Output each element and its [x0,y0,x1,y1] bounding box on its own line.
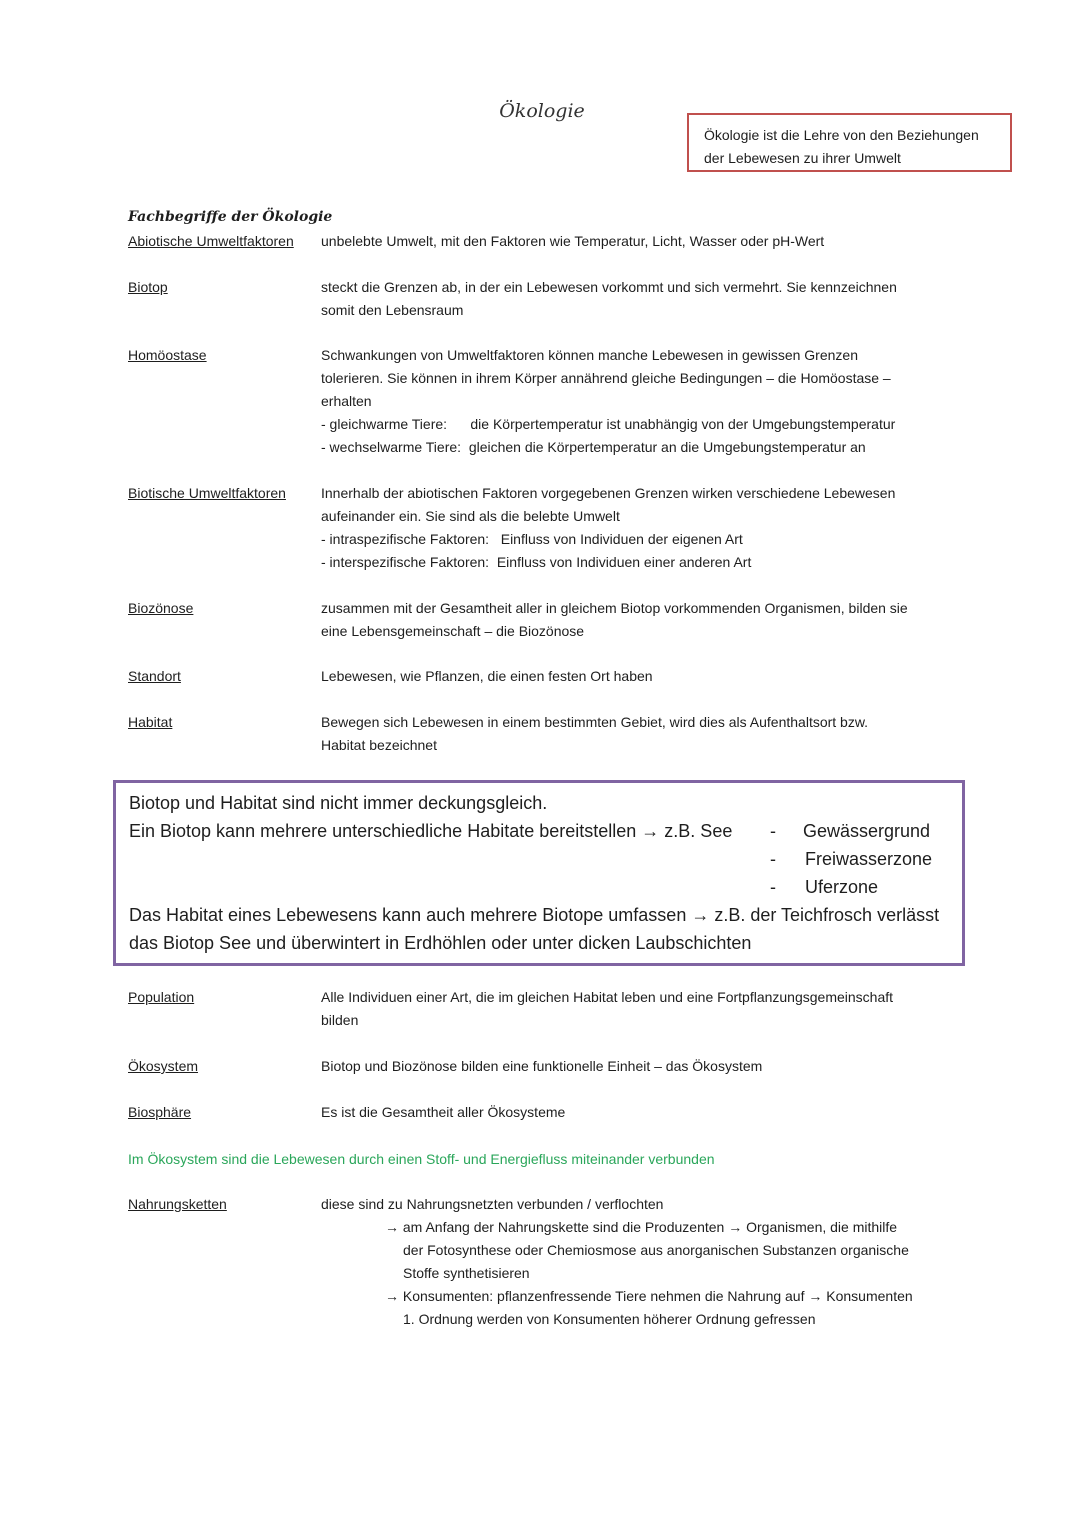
term-description [321,1101,961,1124]
description-line: - wechselwarme Tiere: gleichen die Körpertemperatur an die Umgebungstemperatur an [321,439,866,455]
term-label: Abiotische Umweltfaktoren [128,233,294,249]
term-description [321,1193,961,1216]
description-line: Habitat bezeichnet [321,737,437,753]
term-description [321,665,961,688]
definition-line: der Lebewesen zu ihrer Umwelt [704,150,901,166]
description-line: Es ist die Gesamtheit aller Ökosysteme [321,1104,566,1120]
biotop-habitat-box [113,780,965,966]
definition-line: Ökologie ist die Lehre von den Beziehungen [704,127,979,143]
page-title: Ökologie [499,100,585,122]
description-line: somit den Lebensraum [321,302,464,318]
term-description [321,1055,961,1078]
definition-box [687,113,1012,172]
food-chain-line: → am Anfang der Nahrungskette sind die Produzenten → Organismen, die mithilfe [385,1219,898,1235]
term-label: Population [128,989,195,1005]
food-chain-line: → Konsumenten: pflanzenfressende Tiere nehmen die Nahrung auf → Konsumenten [385,1288,913,1304]
description-line: tolerieren. Sie können in ihrem Körper annährend gleiche Bedingungen – die Homöostase – [321,370,891,386]
description-line: aufeinander ein. Sie sind als die belebte Umwelt [321,508,620,524]
habitat-dash: - [770,877,776,897]
term-description [321,597,961,643]
food-chain-line: Stoffe synthetisieren [403,1265,530,1281]
term-label: Ökosystem [128,1058,199,1074]
description-line: diese sind zu Nahrungsnetzten verbunden / verflochten [321,1196,664,1212]
term-label: Biotische Umweltfaktoren [128,485,286,501]
term-description [321,276,961,322]
description-line: Bewegen sich Lebewesen in einem bestimmten Gebiet, wird dies als Aufenthaltsort bzw. [321,714,869,730]
food-chain-line: 1. Ordnung werden von Konsumenten höherer Ordnung gefressen [403,1311,816,1327]
term-description [321,230,961,253]
description-line: Schwankungen von Umweltfaktoren können manche Lebewesen in gewissen Grenzen [321,347,858,363]
term-label: Biozönose [128,600,194,616]
term-label: Habitat [128,714,173,730]
description-line: bilden [321,1012,359,1028]
habitat-item: Uferzone [805,877,879,897]
section-heading: Fachbegriffe der Ökologie [128,209,333,225]
term-label: Biotop [128,279,168,295]
term-label: Standort [128,668,181,684]
description-line: erhalten [321,393,372,409]
description-line: - gleichwarme Tiere: die Körpertemperatur ist unabhängig von der Umgebungstemperatur [321,416,896,432]
habitat-dash: - [770,821,776,841]
box-line: Biotop und Habitat sind nicht immer deckungsgleich. [129,793,548,813]
description-line: unbelebte Umwelt, mit den Faktoren wie Temperatur, Licht, Wasser oder pH-Wert [321,233,825,249]
food-chain-line: der Fotosynthese oder Chemiosmose aus anorganischen Substanzen organische [403,1242,909,1258]
description-line: - intraspezifische Faktoren: Einfluss von Individuen der eigenen Art [321,531,743,547]
habitat-item: Freiwasserzone [805,849,933,869]
term-description [321,711,961,757]
box-line: Ein Biotop kann mehrere unterschiedliche Habitate bereitstellen → z.B. See [129,821,733,841]
green-note: Im Ökosystem sind die Lebewesen durch einen Stoff- und Energiefluss miteinander verbunden [128,1151,715,1167]
description-line: steckt die Grenzen ab, in der ein Lebewesen vorkommt und sich vermehrt. Sie kennzeichnen [321,279,897,295]
description-line: - interspezifische Faktoren: Einfluss von Individuen einer anderen Art [321,554,752,570]
term-label: Homöostase [128,347,207,363]
description-line: Biotop und Biozönose bilden eine funktionelle Einheit – das Ökosystem [321,1058,763,1074]
term-description [321,482,961,574]
habitat-item: Gewässergrund [803,821,931,841]
description-line: eine Lebensgemeinschaft – die Biozönose [321,623,585,639]
box-line: das Biotop See und überwintert in Erdhöhlen oder unter dicken Laubschichten [129,933,752,953]
description-line: zusammen mit der Gesamtheit aller in gleichem Biotop vorkommenden Organismen, bilden sie [321,600,908,616]
box-line: Das Habitat eines Lebewesens kann auch mehrere Biotope umfassen → z.B. der Teichfrosch verlässt [129,905,940,925]
term-description [321,344,961,459]
description-line: Innerhalb der abiotischen Faktoren vorgegebenen Grenzen wirken verschiedene Lebewesen [321,485,896,501]
habitat-dash: - [770,849,776,869]
description-line: Alle Individuen einer Art, die im gleichen Habitat leben und eine Fortpflanzungsgemeinschaft [321,989,894,1005]
term-label: Nahrungsketten [128,1196,227,1212]
description-line: Lebewesen, wie Pflanzen, die einen festen Ort haben [321,668,653,684]
term-description [321,986,961,1032]
term-label: Biosphäre [128,1104,192,1120]
